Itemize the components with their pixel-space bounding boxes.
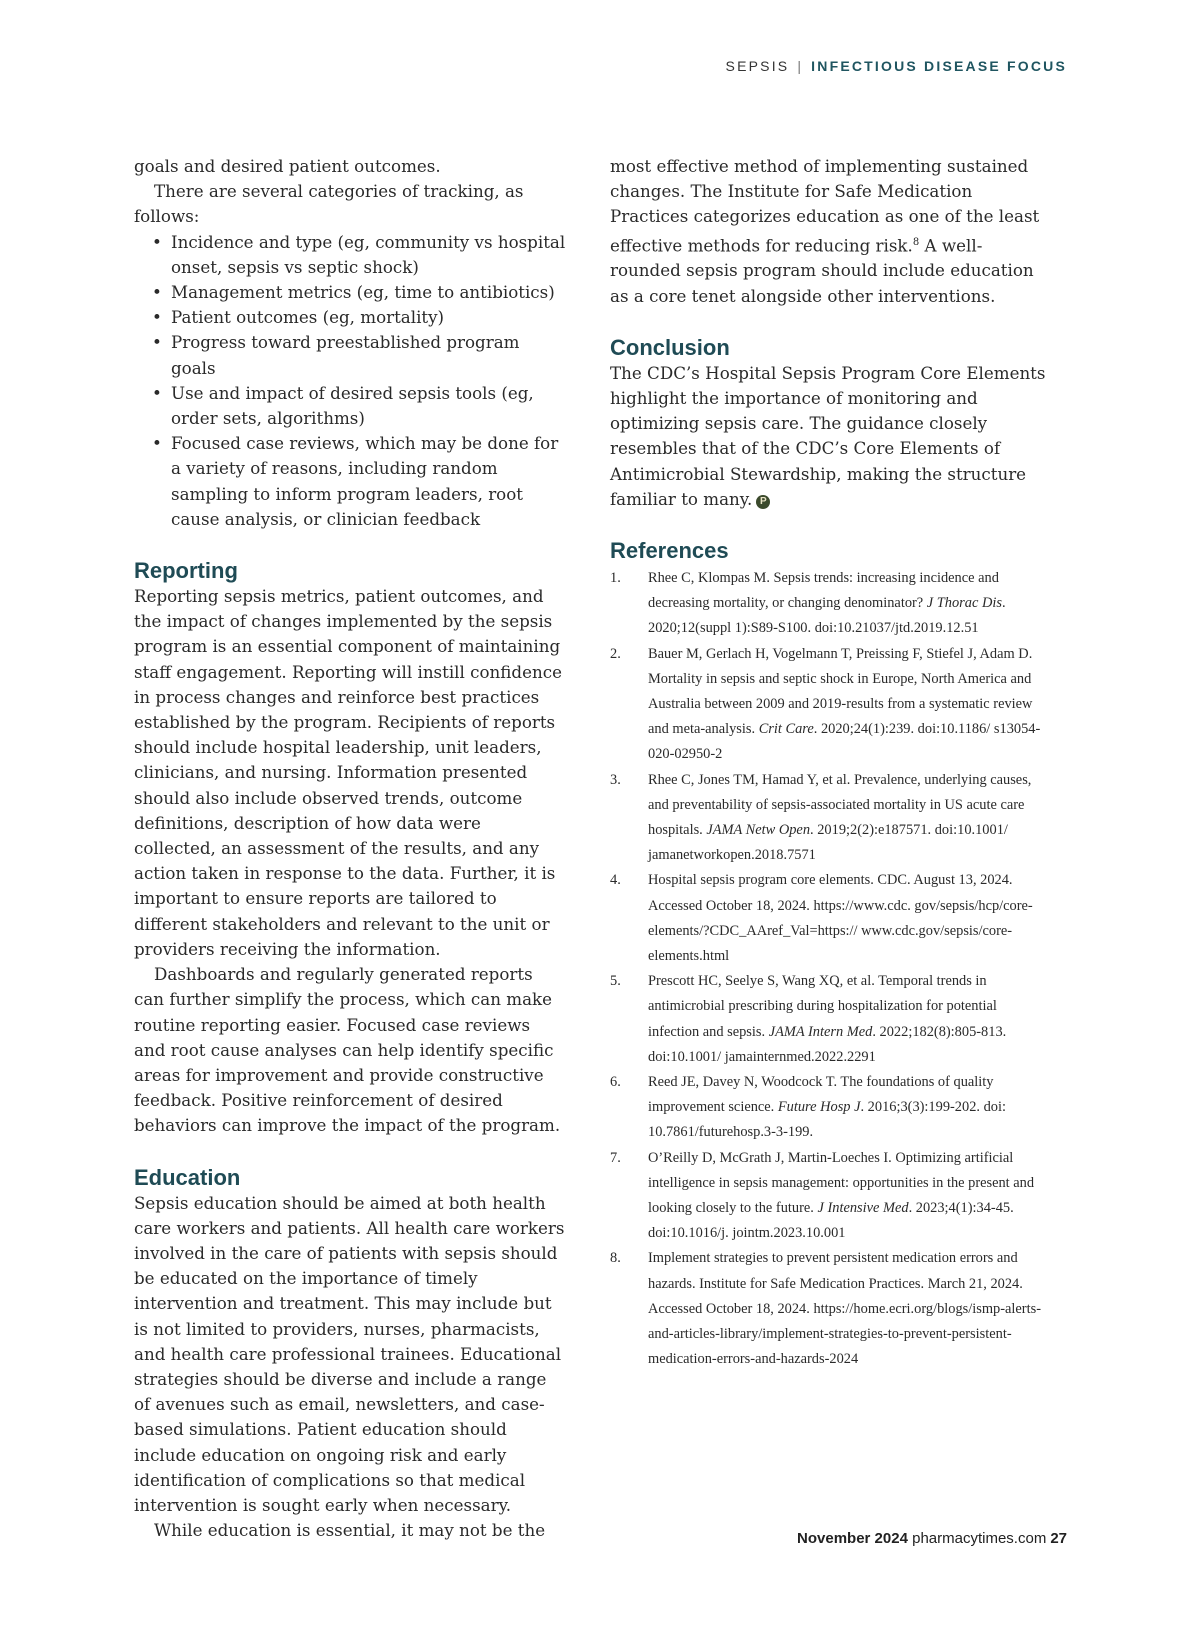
reference-journal: JAMA Intern Med <box>768 1023 873 1040</box>
running-head-separator: | <box>797 58 804 74</box>
reference-number: 3. <box>610 771 621 788</box>
list-item: • Management metrics (eg, time to antibiotics) <box>171 280 566 305</box>
reference-number: 1. <box>610 570 621 586</box>
running-head-focus: INFECTIOUS DISEASE FOCUS <box>811 58 1067 74</box>
reference-citation: . 2022;182(8):805-813. doi:10.1001/ jamainternmed.2022.2291 <box>648 1023 1007 1065</box>
reference-journal: J Thorac Dis <box>926 595 1002 612</box>
reference-number: 8. <box>610 1250 621 1267</box>
reference-journal: J Intensive Med <box>817 1200 909 1217</box>
reference-item <box>610 1070 1050 1146</box>
citation-superscript: 8 <box>912 236 920 248</box>
reference-authors-title: Reed JE, Davey N, Woodcock T. The foundations of quality improvement science. <box>648 1074 994 1116</box>
list-item: • Incidence and type (eg, community vs hospital onset, sepsis vs septic shock) <box>171 230 566 280</box>
reference-authors-title: Rhee C, Jones TM, Hamad Y, et al. Prevalence, underlying causes, and preventability of sepsis-associated mortality in US acute care hospitals. <box>648 771 1032 839</box>
running-head <box>726 58 1067 74</box>
education-continued-text: A well-rounded sepsis program should include education as a core tenet alongside other interventions. <box>610 235 1034 306</box>
reference-item <box>610 1246 1050 1372</box>
reference-text <box>648 1246 1050 1372</box>
reference-text <box>648 969 1050 1070</box>
reporting-paragraph: Reporting sepsis metrics, patient outcomes, and the impact of changes implemented by the sepsis program is an essential component of maintaining staff engagement. Reporting will instill confidence in process changes and reinforce best practices established by the program. Recipients of reports should include hospital leadership, unit leaders, clinicians, and nursing. Information presented should also include observed trends, outcome definitions, description of how data were collected, an assessment of the results, and any action taken in response to the data. Further, it is important to ensure reports are tailored to different stakeholders and relevant to the unit or providers receiving the information. <box>134 586 562 959</box>
reference-text <box>648 768 1050 869</box>
list-item: • Patient outcomes (eg, mortality) <box>171 305 566 330</box>
list-item: • Focused case reviews, which may be done for a variety of reasons, including random sampling to inform program leaders, root cause analysis, or clinician feedback <box>171 431 566 532</box>
reference-citation: . 2016;3(3):199-202. doi: 10.7861/futurehosp.3-3-199. <box>648 1099 1006 1141</box>
reference-number: 6. <box>610 1074 621 1091</box>
right-column <box>610 154 1050 1373</box>
reference-item <box>610 566 1050 642</box>
reference-authors-title: Prescott HC, Seelye S, Wang XQ, et al. Temporal trends in antimicrobial prescribing during hospitalization for potential infection and sepsis. <box>648 973 997 1040</box>
conclusion-text: The CDC’s Hospital Sepsis Program Core Elements highlight the importance of monitoring and optimizing sepsis care. The guidance closely resembles that of the CDC’s Core Elements of Antimicrobial Stewardship, making the structure familiar to many. <box>610 362 1046 509</box>
reference-journal: JAMA Netw Open <box>706 822 811 839</box>
left-column <box>134 154 566 1543</box>
reference-text <box>648 868 1050 969</box>
reference-authors-title: O’Reilly D, McGrath J, Martin-Loeches I. Optimizing artificial intelligence in sepsis management: opportunities in the present and looking closely to the future. <box>648 1149 1035 1217</box>
reference-citation: . 2020;12(suppl 1):S89-S100. doi:10.21037/jtd.2019.12.51 <box>648 595 1006 637</box>
reference-number: 5. <box>610 973 621 990</box>
end-mark-icon: P <box>756 495 770 509</box>
reference-text <box>648 1070 1050 1146</box>
reference-citation: . 2020;24(1):239. doi:10.1186/ s13054-020-02950-2 <box>648 721 1041 763</box>
reporting-paragraph: Dashboards and regularly generated reports can further simplify the process, which can make routine reporting easier. Focused case reviews and root cause analyses can help identify specific areas for improvement and provide constructive feedback. Positive reinforcement of desired behaviors can improve the impact of the program. <box>134 964 561 1136</box>
reference-text <box>648 566 1050 642</box>
education-heading: Education <box>134 1164 241 1190</box>
reference-text <box>648 1146 1050 1247</box>
education-continued <box>610 154 1050 309</box>
reference-citation: . 2019;2(2):e187571. doi:10.1001/ jamanetworkopen.2018.7571 <box>648 822 1008 864</box>
list-item: • Use and impact of desired sepsis tools (eg, order sets, algorithms) <box>171 381 566 431</box>
reference-item <box>610 768 1050 869</box>
intro-tail: goals and desired patient outcomes. <box>134 156 441 176</box>
reporting-heading: Reporting <box>134 558 238 584</box>
reference-item <box>610 868 1050 969</box>
conclusion-paragraph <box>610 361 1050 512</box>
reference-text <box>648 642 1050 768</box>
reference-number: 7. <box>610 1149 621 1166</box>
reference-number: 2. <box>610 645 621 662</box>
education-continued-text: most effective method of implementing sustained changes. The Institute for Safe Medication Practices categorizes education as one of the least effective methods for reducing risk. <box>610 156 1040 256</box>
tracking-list <box>134 230 566 532</box>
education-paragraph: Sepsis education should be aimed at both health care workers and patients. All health care workers involved in the care of patients with sepsis should be educated on the importance of timely intervention and treatment. This may include but is not limited to providers, nurses, pharmacists, and health care professional trainees. Educational strategies should be diverse and include a range of avenues such as email, newsletters, and case-based simulations. Patient education should include education on ongoing risk and early identification of complications so that medical intervention is sought early when necessary. <box>134 1192 565 1515</box>
reference-item <box>610 642 1050 768</box>
running-head-section: SEPSIS <box>725 58 790 74</box>
footer-month: November 2024 <box>797 1530 908 1547</box>
reference-citation: . 2023;4(1):34-45. doi:10.1016/j. jointm.2023.10.001 <box>648 1200 1014 1242</box>
education-paragraph: While education is essential, it may not be the <box>154 1520 546 1541</box>
page-number: 27 <box>1050 1530 1067 1547</box>
reference-authors-title: Implement strategies to prevent persistent medication errors and hazards. Institute for Safe Medication Practices. March 21, 2024. Accessed October 18, 2024. https://home.ecri.org/blogs/ismp-alerts-and-articles-library/implement-strategies-to-prevent-persistent-medication-errors-and-hazards-2024 <box>648 1250 1041 1368</box>
list-item: • Progress toward preestablished program goals <box>171 330 566 380</box>
reference-item <box>610 969 1050 1070</box>
reference-authors-title: Hospital sepsis program core elements. CDC. August 13, 2024. Accessed October 18, 2024. https://www.cdc. gov/sepsis/hcp/core-elements/?CDC_AAref_Val=https:// www.cdc.gov/sepsis/core-elements.html <box>648 872 1033 965</box>
reference-item <box>610 1146 1050 1247</box>
reference-authors-title: Rhee C, Klompas M. Sepsis trends: increasing incidence and decreasing mortality, or changing denominator? <box>648 570 999 612</box>
reference-number: 4. <box>610 872 621 889</box>
reference-authors-title: Bauer M, Gerlach H, Vogelmann T, Preissing F, Stiefel J, Adam D. Mortality in sepsis and septic shock in Europe, North America and Australia between 2009 and 2019-results from a systematic review and meta-analysis. <box>648 645 1033 738</box>
footer-site: pharmacytimes.com <box>912 1530 1047 1547</box>
page-footer <box>797 1530 1067 1547</box>
reference-journal: Future Hosp J <box>777 1099 861 1116</box>
conclusion-heading: Conclusion <box>610 334 730 360</box>
tracking-intro: There are several categories of tracking, as follows: <box>134 181 524 227</box>
references-heading: References <box>610 538 729 563</box>
references-list <box>610 566 1050 1373</box>
reference-journal: Crit Care <box>758 721 814 738</box>
